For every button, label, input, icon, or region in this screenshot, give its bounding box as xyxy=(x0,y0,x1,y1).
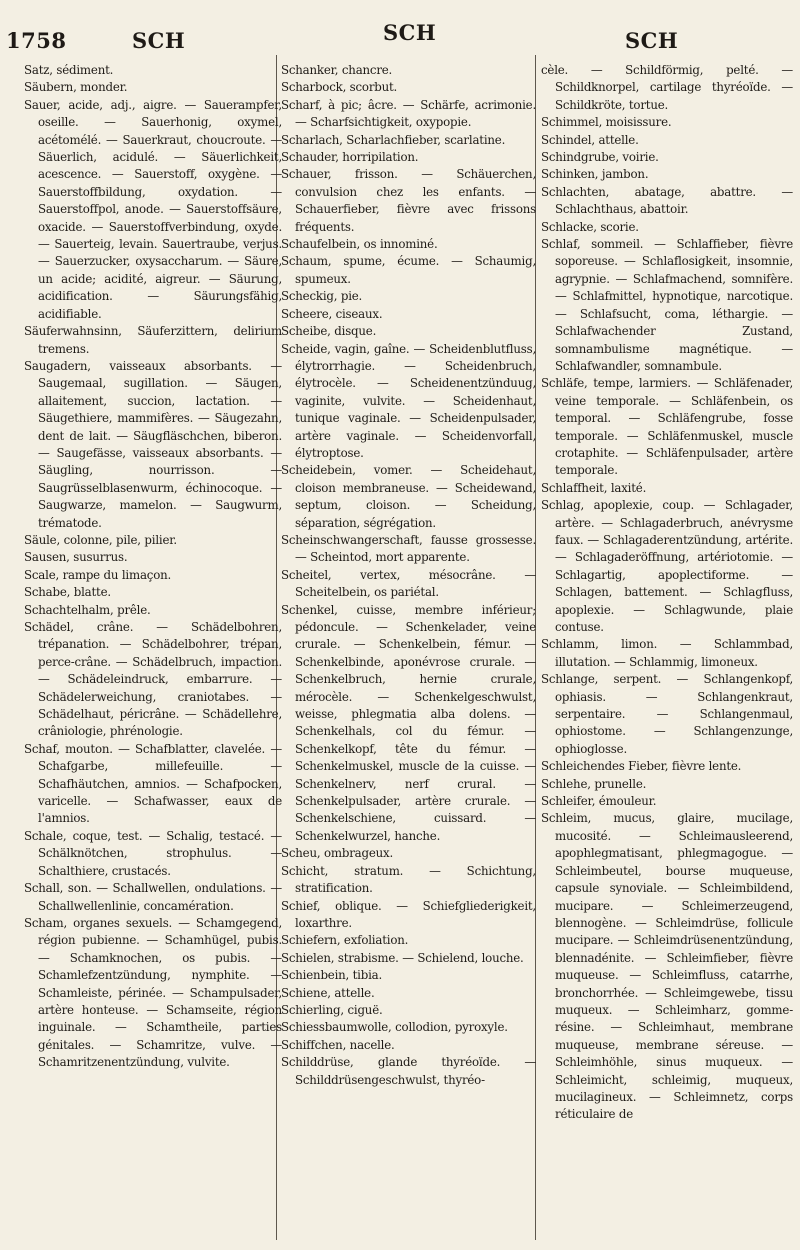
dictionary-entry: Schall, son. — Schallwellen, ondulations. — Schallwellenlinie, concamération. xyxy=(24,881,282,913)
dictionary-entry: Schlaffheit, laxité. xyxy=(541,480,647,495)
dictionary-entry: Schiffchen, nacelle. xyxy=(281,1037,395,1052)
page-number: 1758 xyxy=(6,28,67,53)
dictionary-entry: Scharlach, Scharlachfieber, scarlatine. xyxy=(281,132,506,147)
dictionary-entry: Schielen, strabisme. — Schielend, louche. xyxy=(281,950,524,965)
dictionary-entry: Schenkel, cuisse, membre inférieur; pédoncule. — Schenkelader, veine crurale. — Schenkelbein, fémur. — Schenkelbinde, aponévrose crurale. — Schenkelbruch, hernie crurale, mérocèle. — Schenkelgeschwulst, weisse, phlegmatia alba dolens. — Schenkelhals, col du fémur. — Schenkelkopf, tête du fémur. — Schenkelmuskel, muscle de la cuisse. — Schenkelnerv, nerf crural. — Schenkelpulsader, artère crurale. — Schenkelschiene, cuissard. — Schenkelwurzel, hanche. xyxy=(281,602,536,843)
dictionary-entry: Schauer, frisson. — Schäuerchen, convulsion chez les enfants. — Schauerfieber, fièvre avec frissons fréquents. xyxy=(281,167,536,234)
dictionary-entry: Säubern, monder. xyxy=(24,80,128,95)
dictionary-entry: Säuferwahnsinn, Säuferzittern, delirium tremens. xyxy=(24,324,282,356)
dictionary-entry: Schindel, attelle. xyxy=(541,132,639,147)
dictionary-entry: Schinken, jambon. xyxy=(541,167,649,182)
dictionary-entry: Saugadern, vaisseaux absorbants. — Saugemaal, sugillation. — Säugen, allaitement, succion, lactation. — Säugethiere, mammifères. — Säugezahn, dent de lait. — Säugfläschchen, biberon. — Saugefässe, vaisseaux absorbants. — Säugling, nourrisson. — Saugrüsselblasenwurm, échinocoque. — Saugwarze, mamelon. — Saugwurm, trématode. xyxy=(24,358,282,530)
running-head-right: SCH xyxy=(625,28,679,53)
dictionary-entry: Scharbock, scorbut. xyxy=(281,80,398,95)
dictionary-entry: Schicht, stratum. — Schichtung, stratification. xyxy=(281,863,536,896)
dictionary-entry: Scheidebein, vomer. — Scheidehaut, cloison membraneuse. — Scheidewand, septum, cloison. — Scheidung, séparation, ségrégation. xyxy=(281,463,536,530)
dictionary-entry: Scheckig, pie. xyxy=(281,289,363,304)
dictionary-entry: Schädel, crâne. — Schädelbohren, trépanation. — Schädelbohrer, trépan, perce-crâne. — Schädelbruch, impaction. — Schädeleindruck, embarrure. — Schädelerweichung, craniotabes. — Schädelhaut, péricrâne. — Schädellehre, crâniologie, phrénologie. xyxy=(24,620,282,739)
dictionary-entry: Scheere, ciseaux. xyxy=(281,306,383,321)
dictionary-entry: Schleifer, émouleur. xyxy=(541,794,657,809)
dictionary-entry: Schauder, horripilation. xyxy=(281,150,419,165)
dictionary-entry: Schimmel, moisissure. xyxy=(541,115,672,130)
dictionary-entry: Schlachten, abatage, abattre. — Schlachthaus, abattoir. xyxy=(541,184,793,217)
dictionary-entry: Schläfe, tempe, larmiers. — Schläfenader, veine temporale. — Schläfenbein, os temporal. — Schläfengrube, fosse temporale. — Schläfenmuskel, muscle crotaphite. — Schläfenpulsader, artère temporale. xyxy=(541,376,793,478)
dictionary-entry: Schief, oblique. — Schiefgliederigkeit, loxarthre. xyxy=(281,898,536,930)
dictionary-entry: Scale, rampe du limaçon. xyxy=(24,567,172,582)
dictionary-entry: Schleim, mucus, glaire, mucilage, mucosité. — Schleimausleerend, apophlegmatisant, phlegmagogue. — Schleimbeutel, bourse muqueuse, capsule synoviale. — Schleimbildend, mucipare. — Schleimerzeugend, blennogène. — Schleimdrüse, follicule mucipare. — Schleimdrüsenentzündung, blennadénite. — Schleimfieber, fièvre muqueuse. — Schleimfluss, catarrhe, bronchorrhée. — Schleimgewebe, tissu muqueux. — Schleimharz, gomme-résine. — Schleimhaut, membrane muqueuse, membrane séreuse. — Schleimhöhle, sinus muqueux. — Schleimicht, schleimig, muqueux, mucilagineux. — Schleimnetz, corps réticulaire de xyxy=(541,811,793,1122)
dictionary-entry: Schaufelbein, os innominé. xyxy=(281,237,438,252)
dictionary-entry: Sausen, susurrus. xyxy=(24,550,128,565)
dictionary-entry: Schlange, serpent. — Schlangenkopf, ophiasis. — Schlangenkraut, serpentaire. — Schlangenmaul, ophiostome. — Schlangenzunge, ophioglosse. xyxy=(541,672,793,756)
dictionary-entry: Schindgrube, voirie. xyxy=(541,150,659,165)
dictionary-entry: Schaum, spume, écume. — Schaumig, spumeux. xyxy=(281,254,536,286)
dictionary-entry: Schlaf, sommeil. — Schlaffieber, fièvre soporeuse. — Schlaflosigkeit, insomnie, agrypnie. — Schlafmachend, somnifère. — Schlafmittel, hypnotique, narcotique. — Schlafsucht, coma, léthargie. — Schlafwachender Zustand, somnambulisme magnétique. — Schlafwandler, somnambule. xyxy=(541,237,793,373)
dictionary-entry: Schlag, apoplexie, coup. — Schlagader, artère. — Schlagaderbruch, anévrysme faux. — Schlagaderentzündung, artérite. — Schlagaderöffnung, artériotomie. — Schlagartig, apoplectiforme. — Schlagen, battement. — Schlagfluss, apoplexie. — Schlagwunde, plaie contuse. xyxy=(541,498,793,634)
dictionary-entry: cèle. — Schildförmig, pelté. — Schildknorpel, cartilage thyréoïde. — Schildkröte, tortue. xyxy=(541,63,793,112)
dictionary-entry: Schiessbaumwolle, collodion, pyroxyle. xyxy=(281,1020,508,1035)
column-middle xyxy=(281,62,536,1089)
dictionary-entry: Schachtelhalm, prêle. xyxy=(24,602,151,617)
dictionary-entry: Scheinschwangerschaft, fausse grossesse. — Scheintod, mort apparente. xyxy=(281,532,536,565)
dictionary-entry: Schiene, attelle. xyxy=(281,985,375,1000)
page-header xyxy=(0,18,800,58)
running-head-center: SCH xyxy=(383,20,437,45)
dictionary-entry: Schlehe, prunelle. xyxy=(541,776,647,791)
dictionary-entry: Schleichendes Fieber, fièvre lente. xyxy=(541,759,742,774)
dictionary-entry: Satz, sédiment. xyxy=(24,63,114,77)
dictionary-entry: Schierling, ciguë. xyxy=(281,1002,383,1017)
dictionary-entry: Sauer, acide, adj., aigre. — Sauerampfer, oseille. — Sauerhonig, oxymel, acétomélé. — Sauerkraut, choucroute. — Säuerlich, acidulé. — Säuerlichkeit, acescence. — Sauerstoff, oxygène. — Sauerstoffbildung, oxydation. — Sauerstoffpol, anode. — Sauerstoffsäure, oxacide. — Sauerstoffverbindung, oxyde. — Sauerteig, levain. Sauertraube, verjus. — Sauerzucker, oxysaccharum. — Säure, un acide; acidité, aigreur. — Säurung, acidification. — Säurungsfähig, acidifiable. xyxy=(24,97,282,321)
dictionary-entry: Scheibe, disque. xyxy=(281,324,377,339)
dictionary-entry: Schaf, mouton. — Schafblatter, clavelée. — Schafgarbe, millefeuille. — Schafhäutchen, amnios. — Schafpocken, varicelle. — Schafwasser, eaux de l'amnios. xyxy=(24,741,282,826)
dictionary-entry: Schlamm, limon. — Schlammbad, illutation. — Schlammig, limoneux. xyxy=(541,637,793,669)
dictionary-entry: Schilddrüse, glande thyréoïde. — Schilddrüsengeschwulst, thyréo- xyxy=(281,1055,536,1087)
dictionary-entry: Schale, coque, test. — Schalig, testacé. — Schälknötchen, strophulus. — Schalthiere, crustacés. xyxy=(24,828,282,878)
dictionary-entry: Schabe, blatte. xyxy=(24,585,111,600)
dictionary-entry: Schienbein, tibia. xyxy=(281,968,383,983)
dictionary-entry: Scham, organes sexuels. — Schamgegend, région pubienne. — Schamhügel, pubis. — Schamknochen, os pubis. — Schamlefzentzündung, nymphite. — Schamleiste, périnée. — Schampulsader, artère honteuse. — Schamseite, région inguinale. — Schamtheile, parties génitales. — Schamritze, vulve. — Schamritzenentzündung, vulvite. xyxy=(24,915,282,1070)
dictionary-entry: Säule, colonne, pile, pilier. xyxy=(24,532,177,547)
dictionary-entry: Scheitel, vertex, mésocrâne. — Scheitelbein, os pariétal. xyxy=(281,567,536,600)
dictionary-entry: Scheu, ombrageux. xyxy=(281,846,394,861)
dictionary-entry: Schlacke, scorie. xyxy=(541,219,639,234)
column-left xyxy=(24,62,282,1072)
column-right xyxy=(541,62,793,1124)
dictionary-entry: Scharf, à pic; âcre. — Schärfe, acrimonie. — Scharfsichtigkeit, oxypopie. xyxy=(281,97,536,130)
dictionary-entry: Schiefern, exfoliation. xyxy=(281,933,409,948)
dictionary-entry: Scheide, vagin, gaîne. — Scheidenblutfluss, élytrorrhagie. — Scheidenbruch, élytrocèle. — Scheidenentzünduug, vaginite, vulvite. — Scheidenhaut, tunique vaginale. — Scheidenpulsader, artère vaginale. — Scheidenvorfall, élytroptose. xyxy=(281,341,536,460)
running-head-left: SCH xyxy=(132,28,186,53)
dictionary-entry: Schanker, chancre. xyxy=(281,63,393,77)
